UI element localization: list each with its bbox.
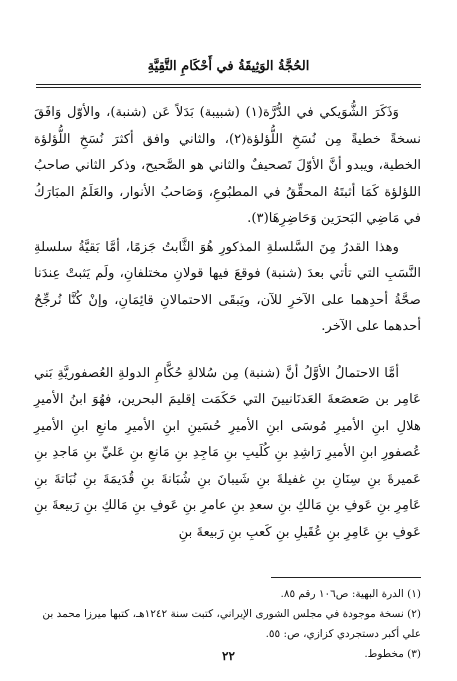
header-rule	[36, 84, 421, 85]
footnote-1: (١) الدرة البهية: ص١٠٦ رقم ٨٥.	[280, 588, 421, 600]
paragraph-3: أمَّا الاحتمالُ الأوَّلُ أنَّ (شنبة) مِن سُلالةِ حُكَّامِ الدولةِ العُصفوريَّةِ بَني عَامِر بن صَعصَعةَ العَدنَانيينَ التي حَكَمَت إقليمَ البحرين، فهُوَ ابنُ الأميرِ هلالِ ابنِ الأميرِ مُوسَى ابنِ الأميرِ حُسَينِ ابنِ الأميرِ مانعِ ابنِ الأميرِ عُصفورِ ابنِ الأميرِ رَاشِدِ بنِ كُلَيبِ بنِ مَاجِدِ بنِ مَانعِ بنِ عَليِّ بنِ مَاجدِ بنِ عَميرةَ بنِ سِنَانِ بنِ غفيلةَ بنِ شَيبانَ بنِ شُبَانةَ بنِ قُدَيمَةَ بنِ نُبَاتةَ بنِ عَامِرِ بنِ عَوفِ بنِ مَالكِ بنِ سعدِ بنِ عامرِ بنِ عَوفِ بنِ مَالكِ بنِ رَبيعةَ بنِ عَوفِ بنِ عَامِرِ بنِ عُقَيلِ بنِ كَعبِ بنِ رَبيعةَ بنِ	[34, 365, 421, 540]
body-text	[34, 100, 421, 546]
footnote-3: (٣) مخطوط.	[364, 648, 421, 660]
running-head: الحُجَّةُ الوَثِيقَةُ في أَحْكَامِ التَّقِيَّةِ	[147, 59, 310, 74]
header-rule-secondary	[36, 87, 421, 88]
footnote-rule	[271, 577, 421, 578]
paragraph-2: وهذا القدرُ مِنَ السَّلسلةِ المذكورِ هُوَ الثَّابتُ جَزمًا، أمَّا بَقيَّةُ سلسلةِ النَّسَبِ التي تأتي بعدَ (شنبة) فوقعَ فيها قولانِ مختلفانِ، ولَم يَثبتْ عِندَنا صحَّةُ أحدِهما على الآخرِ للآن، ويَبقَى الاحتمالانِ قائِمَانِ، وإنْ كُنَّا نُرجِّحُ أحدهما على الآخر.	[34, 239, 421, 334]
paragraph-1: وَذَكَرَ الشُّوَيكي في الدُّرَّة(١) (شبيبة) بَدَلاً عَن (شنبة)، والأوّل وَافَقَ نسخةً خطيةً مِن نُسَخِ اللُّؤلؤة(٢)، والثاني وافق أكثرَ نُسَخِ اللُّؤلؤة الخطية، ويبدو أنَّ الأوّلَ تَصحيفٌ والثاني هو الصَّحيح، وذكر الثاني صاحبُ اللؤلؤة كَمَا أثبتَهُ المحقِّقُ في المطبُوعِ، وَصَاحبُ الأنوار، والعَلَمُ المبَارَكُ في مَاضِي البَحرَين وَحَاضِرِهَا(٣).	[34, 105, 421, 226]
page-number: ٢٢	[222, 649, 235, 663]
footnote-2: (٢) نسخة موجودة في مجلس الشورى الإيراني، كتبت سنة ١٢٤٢هـ، كتبها ميرزا محمد بن علي أكبر دستجردي كزازي، ص: ٥٥.	[42, 608, 421, 640]
